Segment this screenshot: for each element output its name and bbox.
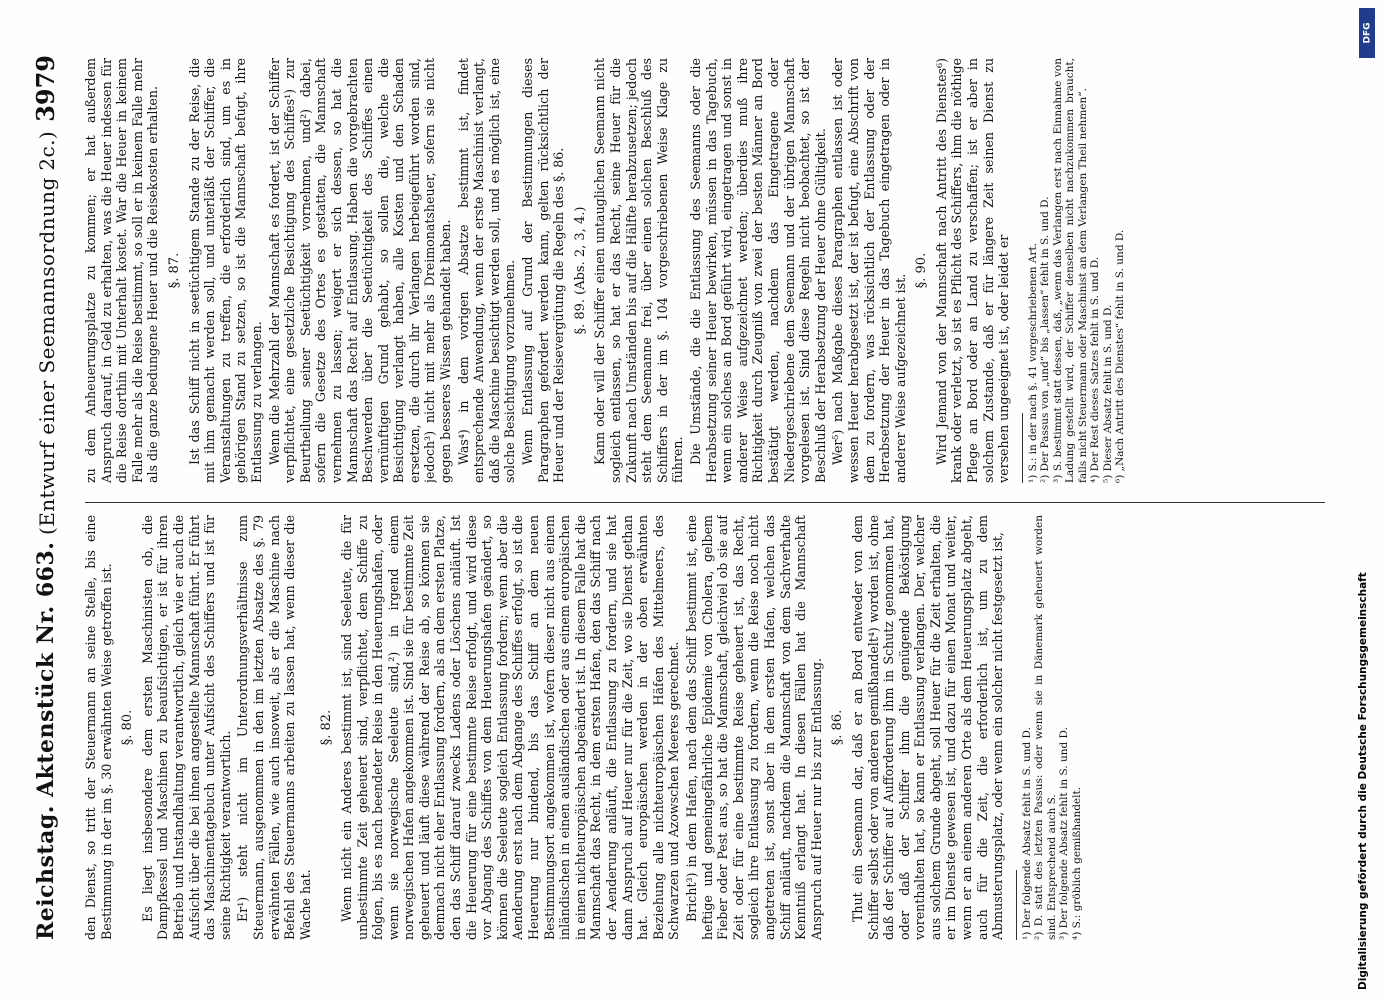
header-title: Reichstag. Aktenstück Nr. 663. xyxy=(33,541,59,940)
footnote-divider xyxy=(1022,413,1023,483)
dfg-logo: DFG xyxy=(1359,8,1375,58)
digitization-note: Digitalisierung gefördert durch die Deutsche Forschungsgemeinschaft xyxy=(1357,572,1369,990)
footnote: ²) Der Passus von „und“ bis „lassen“ fehlt in S. und D. xyxy=(1039,196,1052,483)
rotated-document-page xyxy=(15,35,1345,965)
footnote: ⁶) „Nach Antritt des Dienstes“ fehlt in S. und D. xyxy=(1114,229,1127,483)
paragraph: zu dem Anheuerungsplatze zu kommen; er hat außerdem Anspruch darauf, in Geld zu erhalten, was die Heuer indessen für die Reise dorthin mit Unterhalt kostet. War die Heuer in keinem Falle mehr als die Reise bestimmt, so soll er in keinem Falle mehr als die ganze bedungene Heuer und die Reisekosten erhalten. xyxy=(83,58,161,483)
digitization-sidebar xyxy=(1357,0,1379,1000)
paragraph: Thut ein Seemann dar, daß er an Bord entweder von dem Schiffer selbst oder von anderen gemißhandelt⁴) worden ist, ohne daß der Schiffer auf Aufforderung ihm in Schutz genommen hat, oder daß der Schiffer ihm die genügende Beköstigung vorenthalten hat, so kann er Entlassung verlangen. Der, welcher aus solchem Grunde abgeht, soll Heuer für die Zeit erhalten, die er im Dienste gewesen ist, und dazu für einen Monat und weiter, wenn er an einem anderen Orte als dem Heuerungsplatz abgeht, auch für die Zeit, die erforderlich ist, um zu dem Abmusterungsplatz, oder wenn ein solcher nicht festgesetzt ist, xyxy=(849,515,1006,940)
section-heading: §. 80. xyxy=(120,709,136,746)
paragraph: Wenn die Mehrzahl der Mannschaft es fordert, ist der Schiffer verpflichtet, eine gesetzliche Besichtigung des Schiffes¹) zur Beurtheilung seiner Seetüchtigkeit vornehmen, und²) dabei, sofern die Gesetze des Ortes es gestatten, die Mannschaft vernehmen zu lassen; weigert er sich dessen, so hat die Mannschaft das Recht auf Entlassung. Haben die vorgebrachten Beschwerden über die Seetüchtigkeit des Schiffes einen vernünftigen Grund gehabt, so sollen die, welche die Besichtigung verlangt haben, alle Kosten und den Schaden ersetzen, die durch ihr Verlangen herbeigeführt worden sind, jedoch³) nicht mit mehr als Dreimonatsheuer, sofern sie nicht gegen besseres Wissen gehandelt haben. xyxy=(266,58,454,483)
footnote: ⁴) Der Rest dieses Satzes fehlt in S. und D. xyxy=(1089,256,1102,483)
paragraph: Er¹) steht nicht im Unterordnungsverhältnisse zum Steuermann, ausgenommen in den im letzten Absatze des §. 79 erwähnten Fällen, wie auch insoweit, als er die Maschine nach Befehl des Steuermanns arbeiten zu lassen hat, wenn dieser die Wache hat. xyxy=(235,515,313,940)
header-subtitle: (Entwurf einer Seemannsordnung 2c.) xyxy=(35,130,59,535)
paragraph: Die Umstände, die die Entlassung des Seemanns oder die Herabsetzung seiner Heuer bewirken, müssen in das Tagebuch, wenn ein solches an Bord geführt wird, eingetragen und sonst in anderer Weise aufgezeichnet werden; überdies muß ihre Richtigkeit durch Zeugniß von zwei der besten Männer an Bord bestätigt werden, nachdem das Eingetragene oder Niedergeschriebene dem Seemann und der übrigen Mannschaft vorgelesen ist. Sind diese Regeln nicht beobachtet, so ist der Beschluß der Herabsetzung der Heuer ohne Gültigkeit. xyxy=(687,58,828,483)
footnote: ¹) S.: in der nach §. 41 vorgeschriebenen Art. xyxy=(1026,242,1039,483)
paragraph: Es liegt insbesondere dem ersten Maschinisten ob, die Dampfkessel und Maschinen zu beaufsichtigen, er ist für ihren Betrieb und Instandhaltung verantwortlich, gleich wie er auch die Aufsicht über die bei ihnen angestellte Mannschaft führt. Er führt das Maschinentagebuch unter Aufsicht des Schiffers und ist für seine Richtigkeit verantwortlich. xyxy=(139,515,233,940)
page-number: 3979 xyxy=(31,55,60,122)
footnote: ³) Der folgende Absatz fehlt in S. und D. xyxy=(1058,727,1071,940)
paragraph: Wenn Entlassung auf Grund der Bestimmungen dieses Paragraphen gefordert werden kann, gelten rücksichtlich der Heuer und der Reisevergütung die Regeln des §. 86. xyxy=(520,58,567,483)
paragraph: Bricht³) in dem Hafen, nach dem das Schiff bestimmt ist, eine heftige und gemeingefährliche Epidemie von Cholera, gelbem Fieber oder Pest aus, so hat die Mannschaft, gleichviel ob sie auf Zeit oder für eine bestimmte Reise geheuert ist, das Recht, sogleich ihre Entlassung zu fordern, wenn die Reise noch nicht angetreten ist, sonst aber in dem ersten Hafen, welchen das Schiff anläuft, nachdem die Mannschaft von dem Sachverhalte Kenntniß erlangt hat. In diesen Fällen hat die Mannschaft Anspruch auf Heuer nur bis zur Entlassung. xyxy=(683,515,824,940)
left-column xyxy=(83,515,1328,940)
footnote: ¹) Der folgende Absatz fehlt in S. und D. xyxy=(1020,727,1033,940)
paragraph: Ist das Schiff nicht in seetüchtigem Stande zu der Reise, die mit ihm gemacht werden soll, und unterläßt der Schiffer, die Veranstaltungen zu treffen, die erforderlich sind, um es in gehörigen Stand zu setzen, so ist die Mannschaft befugt, ihre Entlassung zu verlangen. xyxy=(186,58,264,483)
section-heading: §. 90. xyxy=(914,252,930,289)
paragraph: Wenn nicht ein Anderes bestimmt ist, sind Seeleute, die für unbestimmte Zeit geheuert sind, verpflichtet, dem Schiffe zu folgen, bis es nach beendeter Reise in den Heuerungshafen, oder wenn sie norwegische Seeleute sind,²) in irgend einem norwegischen Hafen angekommen ist. Sind sie für bestimmte Zeit geheuert und läuft diese während der Reise ab, so können sie demnach nicht eher Entlassung fordern, als an dem ersten Platze, den das Schiff darauf zwecks Ladens oder Löschens anläuft. Ist die Heuerung für eine bestimmte Reise erfolgt, und wird diese vor Abgang des Schiffes von dem Heuerungshafen geändert, so können die Seeleute sogleich Entlassung fordern; wenn aber die Aenderung erst nach dem Abgange des Schiffes erfolgt, so ist die Heuerung nur bindend, bis das Schiff an dem neuen Bestimmungsort angekommen ist, wofern dieser nicht aus einem inländischen in einen ausländischen oder aus einem europäischen in einen nichteuropäischen abgeändert ist. In diesem Falle hat die Mannschaft das Recht, in dem ersten Hafen, den das Schiff nach der Aenderung anläuft, die Entlassung zu fordern, und sie hat dann Anspruch auf Heuer nur für die Zeit, wo sie Dienst gethan hat. Gleich europäischen werden in der oben erwähnten Beziehung alle nichteuropäischen Häfen des Mittelmeers, des Schwarzen und Azowschen Meeres gerechnet. xyxy=(338,515,682,940)
footnote: ⁴) S.: gröblich gemißhandelt. xyxy=(1070,786,1083,940)
section-heading: §. 87. xyxy=(166,252,182,289)
footnote: ³) S. bestimmt statt dessen, daß, „wenn das Verlangen erst nach Einnahme von Ladung gestellt wird, der Schiffer denselben nicht nachzukommen braucht, falls nicht Steuermann oder Maschinist an dem Verlangen Theil nehmen“. xyxy=(1051,58,1089,483)
paragraph: Wer⁵) nach Maßgabe dieses Paragraphen entlassen ist oder wessen Heuer herabgesetzt ist, der ist befugt, eine Abschrift von dem zu fordern, was rücksichtlich der Entlassung oder der Herabsetzung der Heuer in das Tagebuch eingetragen oder in anderer Weise aufgezeichnet ist. xyxy=(830,58,908,483)
right-column xyxy=(83,58,1328,483)
paragraph: Was⁴) in dem vorigen Absatze bestimmt ist, findet entsprechende Anwendung, wenn der erste Maschinist verlangt, daß die Maschine besichtigt werden soll, und es möglich ist, eine solche Besichtigung vorzunehmen. xyxy=(455,58,518,483)
footnote: ²) D. statt des letzten Passus: oder wenn sie in Dänemark geheuert worden sind. Entsprechend auch S. xyxy=(1033,515,1058,940)
column-divider xyxy=(85,502,1325,503)
section-heading: §. 89. (Abs. 2, 3, 4.) xyxy=(572,206,588,335)
paragraph: den Dienst, so tritt der Steuermann an seine Stelle, bis eine Bestimmung in der im §. 30 erwähnten Weise getroffen ist. xyxy=(83,515,114,940)
section-heading: §. 86. xyxy=(830,709,846,746)
footnote-divider xyxy=(1016,870,1017,940)
page-header xyxy=(15,35,77,965)
paragraph: Kann oder will der Schiffer einen untauglichen Seemann nicht sogleich entlassen, so hat er das Recht, seine Heuer für die Zukunft nach Umständen bis auf die Hälfte herabzusetzen; jedoch steht dem Seemanne frei, über einen solchen Beschluß des Schiffers in der im §. 104 vorgeschriebenen Weise Klage zu führen. xyxy=(592,58,686,483)
section-heading: §. 82. xyxy=(319,709,335,746)
paragraph: Wird Jemand von der Mannschaft nach Antritt des Dienstes⁶) krank oder verletzt, so ist es Pflicht des Schiffers, ihm die nöthige Pflege an Bord oder an Land zu verschaffen; ist er aber in solchem Zustande, daß er für längere Zeit seinen Dienst zu versehen ungeeignet ist, oder leidet er xyxy=(933,58,1012,483)
footnote: ⁵) Dieser Absatz fehlt in S. und D. xyxy=(1101,304,1114,483)
